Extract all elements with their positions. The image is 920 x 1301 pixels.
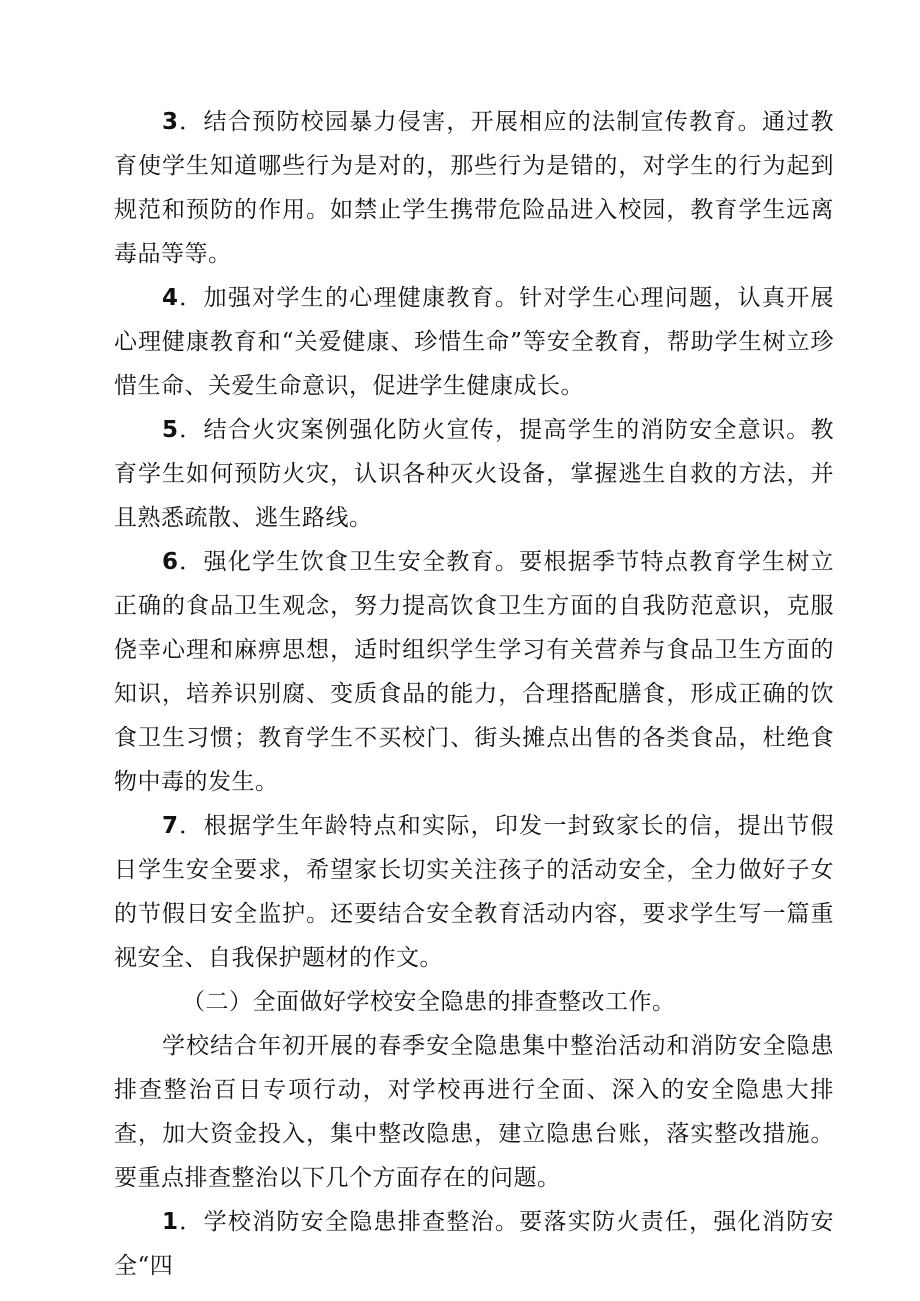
paragraph-text: ．学校消防安全隐患排查整治。要落实防火责任，强化消防安全“四 (114, 1209, 834, 1279)
paragraph-item-6 (114, 540, 834, 804)
paragraph-item-4 (114, 276, 834, 408)
section-body: 学校结合年初开展的春季安全隐患集中整治活动和消防安全隐患排查整治百日专项行动，对学校再进行全面、深入的安全隐患大排查，加大资金投入，集中整改隐患，建立隐患台账，落实整改措施。要重点排查整治以下几个方面存在的问题。 (114, 1033, 834, 1191)
item-number: 1 (162, 1209, 179, 1235)
paragraph-text: ．加强对学生的心理健康教育。针对学生心理问题，认真开展心理健康教育和“关爱健康、珍惜生命”等安全教育，帮助学生树立珍惜生命、关爱生命意识，促进学生健康成长。 (114, 285, 834, 399)
section-heading: （二）全面做好学校安全隐患的排查整改工作。 (182, 989, 676, 1015)
item-number: 5 (162, 417, 179, 443)
item-number: 4 (162, 285, 179, 311)
paragraph-text: ．根据学生年龄特点和实际，印发一封致家长的信，提出节假日学生安全要求，希望家长切实关注孩子的活动安全，全力做好子女的节假日安全监护。还要结合安全教育活动内容，要求学生写一篇重视安全、自我保护题材的作文。 (114, 813, 834, 971)
paragraph-text: ．结合预防校园暴力侵害，开展相应的法制宣传教育。通过教育使学生知道哪些行为是对的，那些行为是错的，对学生的行为起到规范和预防的作用。如禁止学生携带危险品进入校园，教育学生远离毒品等等。 (114, 109, 834, 267)
paragraph-item-7 (114, 804, 834, 980)
item-number: 3 (162, 109, 179, 135)
document-page (114, 100, 834, 1288)
item-number: 7 (162, 813, 179, 839)
paragraph-item-5 (114, 408, 834, 540)
paragraph-item-1 (114, 1200, 834, 1288)
paragraph-item-3 (114, 100, 834, 276)
paragraph-text: ．结合火灾案例强化防火宣传，提高学生的消防安全意识。教育学生如何预防火灾，认识各种灭火设备，掌握逃生自救的方法，并且熟悉疏散、逃生路线。 (114, 417, 834, 531)
item-number: 6 (162, 549, 179, 575)
paragraph-text: ．强化学生饮食卫生安全教育。要根据季节特点教育学生树立正确的食品卫生观念，努力提高饮食卫生方面的自我防范意识，克服侥幸心理和麻痹思想，适时组织学生学习有关营养与食品卫生方面的知识，培养识别腐、变质食品的能力，合理搭配膳食，形成正确的饮食卫生习惯；教育学生不买校门、街头摊点出售的各类食品，杜绝食物中毒的发生。 (114, 549, 834, 795)
